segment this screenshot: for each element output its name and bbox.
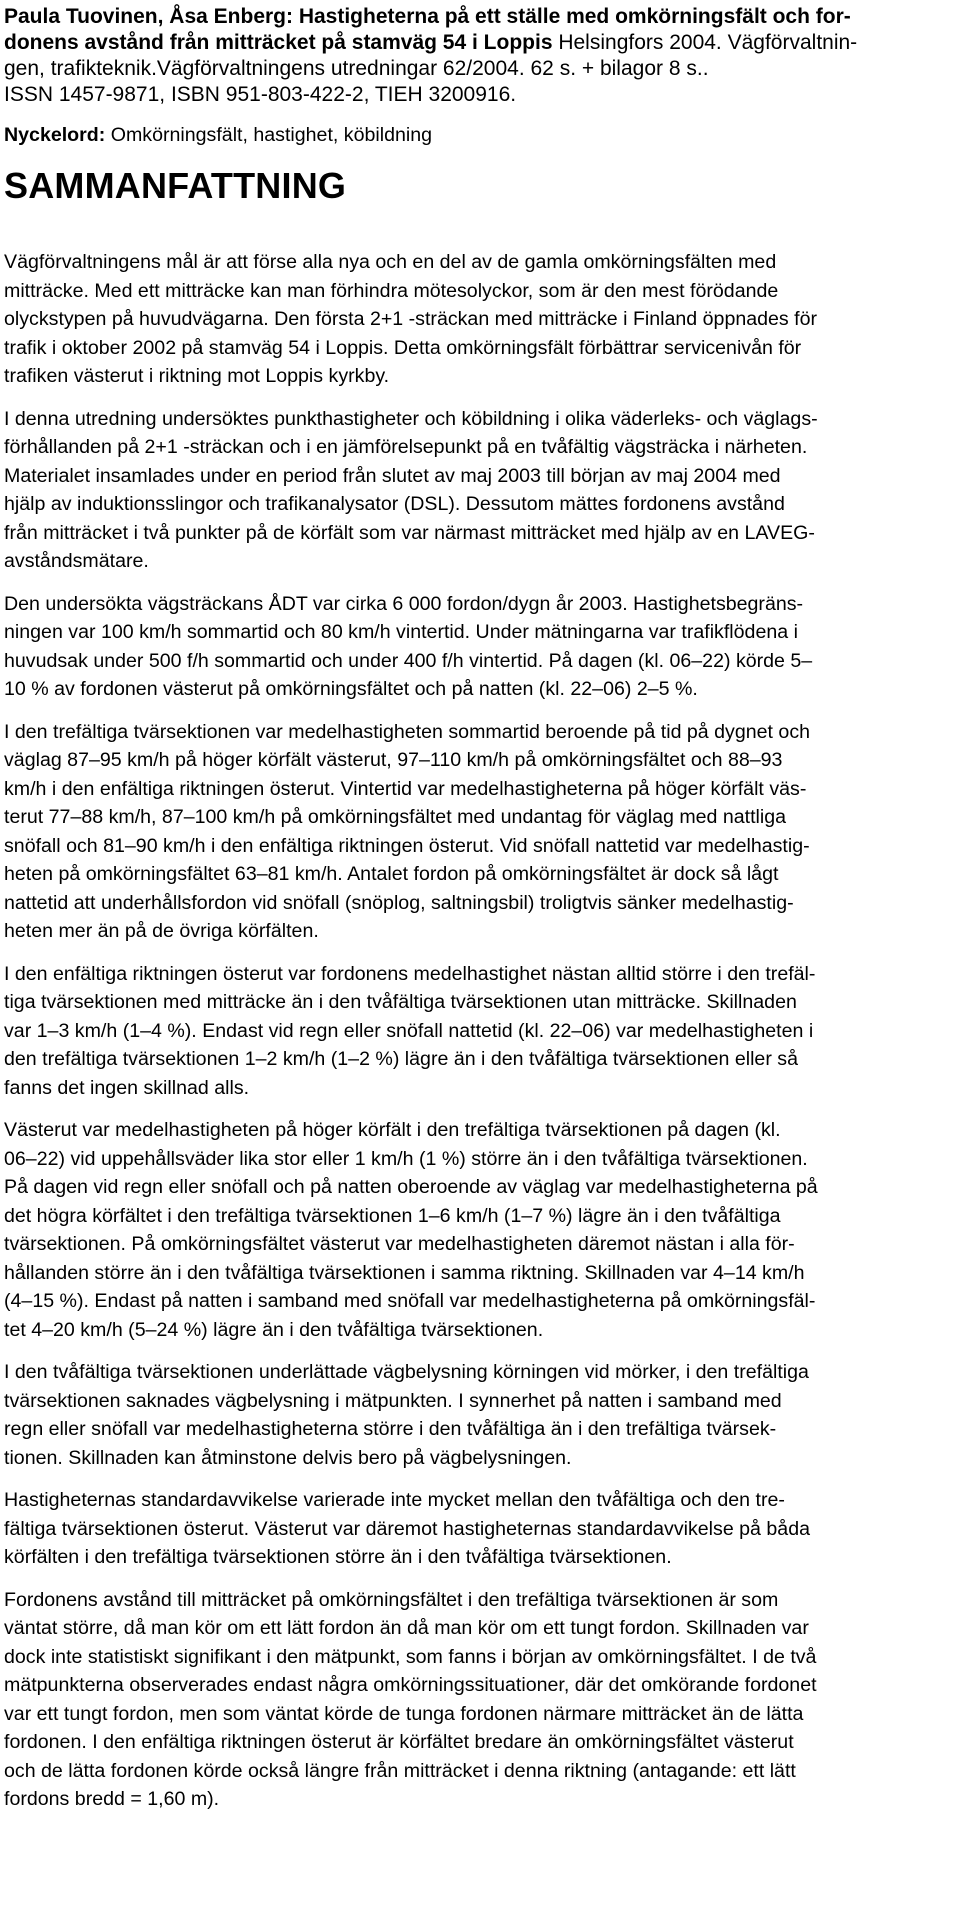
citation [4,4,955,108]
summary-body [4,248,955,1814]
paragraph: Hastigheternas standardavvikelse varierade inte mycket mellan den tvåfältiga och den tre- fältiga tvärsektionen österut. Västerut var däremot hastigheternas standardavvikelse på båda körfälten i den trefältiga tvärsektionen större än i den tvåfältiga tvärsektionen. [4,1489,810,1568]
paragraph: I den enfältiga riktningen österut var fordonens medelhastighet nästan alltid större i den trefäl- tiga tvärsektionen med mitträcke än i den tvåfältiga tvärsektionen utan mitträcke. Skillnaden var 1–3 km/h (1–4 %). Endast vid regn eller snöfall nattetid (kl. 22–06) var medelhastigheten i den trefältiga tvärsektionen 1–2 km/h (1–2 %) lägre än i den tvåfältiga tvärsektionen eller så fanns det ingen skillnad alls. [4,962,816,1099]
keywords-line [4,122,955,148]
citation-details: Helsingfors 2004. Vägförvaltnin- gen, trafikteknik.Vägförvaltningens utredningar 62/2004. 62 s. + bilagor 8 s.. ISSN 1457-9871, ISBN 951-803-422-2, TIEH 3200916. [4,31,858,106]
keywords-value: Omkörningsfält, hastighet, köbildning [105,124,433,146]
paragraph: I denna utredning undersöktes punkthastigheter och köbildning i olika väderleks- och väglags- förhållanden på 2+1 -sträckan och i en jämförelsepunkt på en tvåfältig vägsträcka i närheten. Materialet insamlades under en period från slutet av maj 2003 till början av maj 2004 med hjälp av induktionsslingor och trafikanalysator (DSL). Dessutom mättes fordonens avstånd från mitträcket i två punkter på de körfält som var närmast mitträcket med hjälp av en LAVEG- avståndsmätare. [4,407,818,572]
paragraph: Fordonens avstånd till mitträcket på omkörningsfältet i den trefältiga tvärsektionen är som väntat större, då man kör om ett lätt fordon än då man kör om ett tungt fordon. Skillnaden var dock inte statistiskt signifikant i den mätpunkt, som fanns i början av omkörningsfältet. I de två mätpunkterna observerades endast några omkörningssituationer, där det omkörande fordonet var ett tungt fordon, men som väntat körde de tunga fordonen närmare mitträcket än de lätta fordonen. I den enfältiga riktningen österut är körfältet bredare än omkörningsfältet västerut och de lätta fordonen körde också längre från mitträcket i denna riktning (antagande: ett lätt fordons bredd = 1,60 m). [4,1588,817,1810]
paragraph: Vägförvaltningens mål är att förse alla nya och en del av de gamla omkörningsfälten med mitträcke. Med ett mitträcke kan man förhindra mötesolyckor, som är den mest förödande olyckstypen på huvudvägarna. Den första 2+1 -sträckan med mitträcke i Finland öppnades för trafik i oktober 2002 på stamväg 54 i Loppis. Detta omkörningsfält förbättrar servicenivån för trafiken västerut i riktning mot Loppis kyrkby. [4,251,818,387]
section-heading: SAMMANFATTNING [4,165,347,206]
paragraph: Västerut var medelhastigheten på höger körfält i den trefältiga tvärsektionen på dagen (kl. 06–22) vid uppehållsväder lika stor eller 1 km/h (1 %) större än i den tvåfältiga tvärsektionen. På dagen vid regn eller snöfall och på natten oberoende av väglag var medelhastigheterna på det högra körfältet i den trefältiga tvärsektionen 1–6 km/h (1–7 %) lägre än i den tvåfältiga tvärsektionen. På omkörningsfältet västerut var medelhastigheten däremot nästan i alla för- hållanden större än i den tvåfältiga tvärsektionen i samma riktning. Skillnaden var 4–14 km/h (4–15 %). Endast på natten i samband med snöfall var medelhastigheterna på omkörningsfäl- tet 4–20 km/h (5–24 %) lägre än i den tvåfältiga tvärsektionen. [4,1119,818,1341]
keywords-label: Nyckelord: [4,124,106,146]
paragraph: I den trefältiga tvärsektionen var medelhastigheten sommartid beroende på tid på dygnet och väglag 87–95 km/h på höger körfält västerut, 97–110 km/h på omkörningsfältet och 88–93 km/h i den enfältiga riktningen österut. Vintertid var medelhastigheterna på höger körfält väs- terut 77–88 km/h, 87–100 km/h på omkörningsfältet med undantag för väglag med nattliga snöfall och 81–90 km/h i den enfältiga riktningen österut. Vid snöfall nattetid var medelhastig- heten på omkörningsfältet 63–81 km/h. Antalet fordon på omkörningsfältet är dock så lågt nattetid att underhållsfordon vid snöfall (snöplog, saltningsbil) troligtvis sänker medelhastig- heten mer än på de övriga körfälten. [4,720,811,942]
citation-title: Paula Tuovinen, Åsa Enberg: Hastigheterna på ett ställe med omkörningsfält och for- donens avstånd från mitträcket på stamväg 54 i Loppis [4,5,851,54]
paragraph: I den tvåfältiga tvärsektionen underlättade vägbelysning körningen vid mörker, i den trefältiga tvärsektionen saknades vägbelysning i mätpunkten. I synnerhet på natten i samband med regn eller snöfall var medelhastigheterna större i den tvåfältiga än i den trefältiga tvärsek- tionen. Skillnaden kan åtminstone delvis bero på vägbelysningen. [4,1361,809,1469]
paragraph: Den undersökta vägsträckans ÅDT var cirka 6 000 fordon/dygn år 2003. Hastighetsbegräns- ningen var 100 km/h sommartid och 80 km/h vintertid. Under mätningarna var trafikflödena i huvudsak under 500 f/h sommartid och under 400 f/h vintertid. På dagen (kl. 06–22) körde 5– 10 % av fordonen västerut på omkörningsfältet och på natten (kl. 22–06) 2–5 %. [4,592,813,700]
